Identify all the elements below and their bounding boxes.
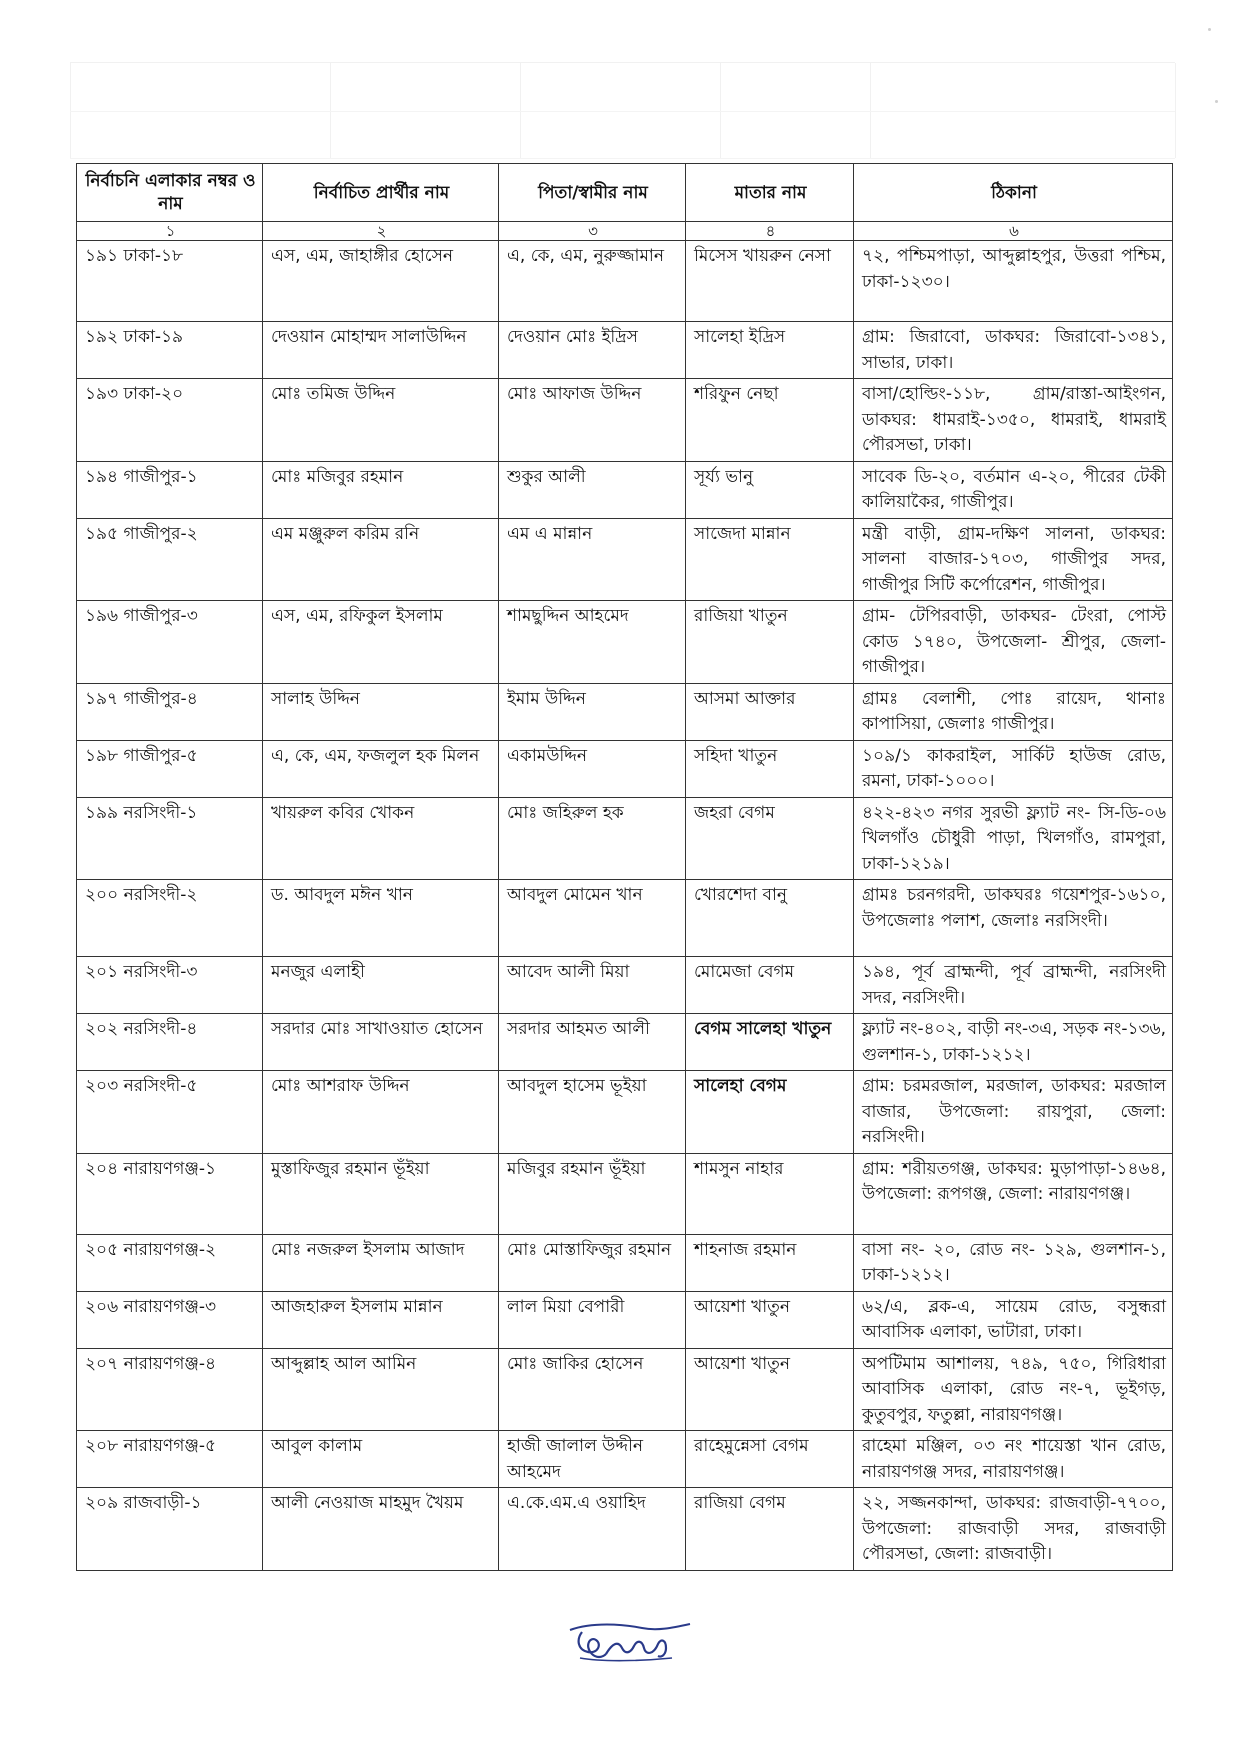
father-name-cell: দেওয়ান মোঃ ইদ্রিস <box>499 322 686 379</box>
column-number-row <box>77 222 1173 241</box>
mother-name-cell: রাজিয়া বেগম <box>686 1488 854 1571</box>
candidate-name-cell: ড. আবদুল মঈন খান <box>263 880 499 957</box>
column-number: ৪ <box>686 222 854 241</box>
constituency-cell: ২০২ নরসিংদী-৪ <box>77 1014 263 1071</box>
table-row <box>77 1431 1173 1488</box>
candidate-name-cell: মোঃ মজিবুর রহমান <box>263 461 499 518</box>
header-address: ঠিকানা <box>854 164 1173 222</box>
address-cell: মন্ত্রী বাড়ী, গ্রাম-দক্ষিণ সালনা, ডাকঘর: সালনা বাজার-১৭০৩, গাজীপুর সদর, গাজীপুর সিটি কর্পোরেশন, গাজীপুর। <box>854 518 1173 601</box>
candidate-table <box>76 163 1173 1571</box>
address-cell: গ্রাম: জিরাবো, ডাকঘর: জিরাবো-১৩৪১, সাভার, ঢাকা। <box>854 322 1173 379</box>
father-name-cell: হাজী জালাল উদ্দীন আহমেদ <box>499 1431 686 1488</box>
address-cell: ২২, সজ্জনকান্দা, ডাকঘর: রাজবাড়ী-৭৭০০, উপজেলা: রাজবাড়ী সদর, রাজবাড়ী পৌরসভা, জেলা: রাজবাড়ী। <box>854 1488 1173 1571</box>
candidate-name-cell: দেওয়ান মোহাম্মদ সালাউদ্দিন <box>263 322 499 379</box>
mother-name-cell: সূর্য্য ভানু <box>686 461 854 518</box>
candidate-name-cell: মনজুর এলাহী <box>263 957 499 1014</box>
column-number: ১ <box>77 222 263 241</box>
table-row <box>77 1488 1173 1571</box>
table-row <box>77 797 1173 880</box>
table-row <box>77 322 1173 379</box>
father-name-cell: এ.কে.এম.এ ওয়াহিদ <box>499 1488 686 1571</box>
table-row <box>77 241 1173 322</box>
father-name-cell: আবদুল মোমেন খান <box>499 880 686 957</box>
table-row <box>77 461 1173 518</box>
mother-name-cell: শামসুন নাহার <box>686 1153 854 1234</box>
mother-name-cell: সালেহা বেগম <box>686 1071 854 1154</box>
father-name-cell: মোঃ জহিরুল হক <box>499 797 686 880</box>
address-cell: ৭২, পশ্চিমপাড়া, আব্দুল্লাহপুর, উত্তরা পশ্চিম, ঢাকা-১২৩০। <box>854 241 1173 322</box>
father-name-cell: ইমাম উদ্দিন <box>499 683 686 740</box>
constituency-cell: ২০১ নরসিংদী-৩ <box>77 957 263 1014</box>
signature <box>562 1618 697 1663</box>
candidate-name-cell: আবুল কালাম <box>263 1431 499 1488</box>
address-cell: গ্রাম: চরমরজাল, মরজাল, ডাকঘর: মরজাল বাজার, উপজেলা: রায়পুরা, জেলা: নরসিংদী। <box>854 1071 1173 1154</box>
table-row <box>77 1234 1173 1291</box>
mother-name-cell: সালেহা ইদ্রিস <box>686 322 854 379</box>
father-name-cell: শুকুর আলী <box>499 461 686 518</box>
header-constituency: নির্বাচনি এলাকার নম্বর ও নাম <box>77 164 263 222</box>
show-through-table <box>70 62 1175 159</box>
constituency-cell: ২০৯ রাজবাড়ী-১ <box>77 1488 263 1571</box>
mother-name-cell: মোমেজা বেগম <box>686 957 854 1014</box>
constituency-cell: ২০৬ নারায়ণগঞ্জ-৩ <box>77 1291 263 1348</box>
constituency-cell: ১৯৬ গাজীপুর-৩ <box>77 601 263 684</box>
father-name-cell: সরদার আহমত আলী <box>499 1014 686 1071</box>
constituency-cell: ২০৪ নারায়ণগঞ্জ-১ <box>77 1153 263 1234</box>
candidate-name-cell: সালাহ উদ্দিন <box>263 683 499 740</box>
mother-name-cell: সহিদা খাতুন <box>686 740 854 797</box>
constituency-cell: ১৯৩ ঢাকা-২০ <box>77 379 263 462</box>
header-mother-name: মাতার নাম <box>686 164 854 222</box>
header-candidate-name: নির্বাচিত প্রার্থীর নাম <box>263 164 499 222</box>
table-row <box>77 1153 1173 1234</box>
address-cell: গ্রাম: শরীয়তগঞ্জ, ডাকঘর: মুড়াপাড়া-১৪৬৪, উপজেলা: রূপগঞ্জ, জেলা: নারায়ণগঞ্জ। <box>854 1153 1173 1234</box>
address-cell: রাহেমা মঞ্জিল, ০৩ নং শায়েস্তা খান রোড, নারায়ণগঞ্জ সদর, নারায়ণগঞ্জ। <box>854 1431 1173 1488</box>
address-cell: বাসা নং- ২০, রোড নং- ১২৯, গুলশান-১, ঢাকা-১২১২। <box>854 1234 1173 1291</box>
father-name-cell: মোঃ আফাজ উদ্দিন <box>499 379 686 462</box>
candidate-name-cell: সরদার মোঃ সাখাওয়াত হোসেন <box>263 1014 499 1071</box>
address-cell: গ্রামঃ বেলাশী, পোঃ রায়েদ, থানাঃ কাপাসিয়া, জেলাঃ গাজীপুর। <box>854 683 1173 740</box>
constituency-cell: ১৯১ ঢাকা-১৮ <box>77 241 263 322</box>
candidate-name-cell: মোঃ নজরুল ইসলাম আজাদ <box>263 1234 499 1291</box>
constituency-cell: ১৯২ ঢাকা-১৯ <box>77 322 263 379</box>
candidate-name-cell: আব্দুল্লাহ আল আমিন <box>263 1348 499 1431</box>
constituency-cell: ২০৫ নারায়ণগঞ্জ-২ <box>77 1234 263 1291</box>
address-cell: ১০৯/১ কাকরাইল, সার্কিট হাউজ রোড, রমনা, ঢাকা-১০০০। <box>854 740 1173 797</box>
mother-name-cell: সাজেদা মান্নান <box>686 518 854 601</box>
address-cell: গ্রাম- টেপিরবাড়ী, ডাকঘর- টেংরা, পোস্ট কোড ১৭৪০, উপজেলা- শ্রীপুর, জেলা-গাজীপুর। <box>854 601 1173 684</box>
address-cell: ৪২২-৪২৩ নগর সুরভী ফ্ল্যাট নং- সি-ডি-০৬ খিলগাঁও চৌধুরী পাড়া, খিলগাঁও, রামপুরা, ঢাকা-১২১৯। <box>854 797 1173 880</box>
father-name-cell: আবদুল হাসেম ভূইয়া <box>499 1071 686 1154</box>
table-row <box>77 740 1173 797</box>
table-row <box>77 601 1173 684</box>
candidate-name-cell: মোঃ তমিজ উদ্দিন <box>263 379 499 462</box>
mother-name-cell: আয়েশা খাতুন <box>686 1348 854 1431</box>
candidate-name-cell: খায়রুল কবির খোকন <box>263 797 499 880</box>
constituency-cell: ২০৮ নারায়ণগঞ্জ-৫ <box>77 1431 263 1488</box>
mother-name-cell: খোরশেদা বানু <box>686 880 854 957</box>
column-number: ৩ <box>499 222 686 241</box>
mother-name-cell: শাহনাজ রহমান <box>686 1234 854 1291</box>
father-name-cell: মজিবুর রহমান ভূঁইয়া <box>499 1153 686 1234</box>
speck <box>1208 28 1211 31</box>
father-name-cell: এ, কে, এম, নুরুজ্জামান <box>499 241 686 322</box>
father-name-cell: মোঃ মোস্তাফিজুর রহমান <box>499 1234 686 1291</box>
constituency-cell: ২০৭ নারায়ণগঞ্জ-৪ <box>77 1348 263 1431</box>
mother-name-cell: আসমা আক্তার <box>686 683 854 740</box>
address-cell: সাবেক ডি-২০, বর্তমান এ-২০, পীরের টেকী কালিয়াকৈর, গাজীপুর। <box>854 461 1173 518</box>
table-body <box>77 241 1173 1571</box>
table-row <box>77 379 1173 462</box>
constituency-cell: ১৯৯ নরসিংদী-১ <box>77 797 263 880</box>
constituency-cell: ১৯৫ গাজীপুর-২ <box>77 518 263 601</box>
candidate-name-cell: এস, এম, জাহাঙ্গীর হোসেন <box>263 241 499 322</box>
candidate-name-cell: এম মঞ্জুরুল করিম রনি <box>263 518 499 601</box>
father-name-cell: একামউদ্দিন <box>499 740 686 797</box>
table-row <box>77 1291 1173 1348</box>
table-row <box>77 683 1173 740</box>
candidate-name-cell: এ, কে, এম, ফজলুল হক মিলন <box>263 740 499 797</box>
table-row <box>77 880 1173 957</box>
mother-name-cell: শরিফুন নেছা <box>686 379 854 462</box>
father-name-cell: লাল মিয়া বেপারী <box>499 1291 686 1348</box>
candidate-name-cell: মোঃ আশরাফ উদ্দিন <box>263 1071 499 1154</box>
table-row <box>77 1071 1173 1154</box>
mother-name-cell: রাজিয়া খাতুন <box>686 601 854 684</box>
address-cell: অপটিমাম আশালয়, ৭৪৯, ৭৫০, গিরিধারা আবাসিক এলাকা, রোড নং-৭, ভূইগড়, কুতুবপুর, ফতুল্লা, নারায়ণগঞ্জ। <box>854 1348 1173 1431</box>
table-header-row <box>77 164 1173 222</box>
speck <box>1215 100 1218 103</box>
table-row <box>77 1348 1173 1431</box>
constituency-cell: ১৯৪ গাজীপুর-১ <box>77 461 263 518</box>
table-row <box>77 518 1173 601</box>
constituency-cell: ১৯৭ গাজীপুর-৪ <box>77 683 263 740</box>
column-number: ২ <box>263 222 499 241</box>
address-cell: বাসা/হোল্ডিং-১১৮, গ্রাম/রাস্তা-আইংগন, ডাকঘর: ধামরাই-১৩৫০, ধামরাই, ধামরাই পৌরসভা, ঢাকা। <box>854 379 1173 462</box>
table-row <box>77 957 1173 1014</box>
candidate-name-cell: এস, এম, রফিকুল ইসলাম <box>263 601 499 684</box>
address-cell: ফ্ল্যাট নং-৪০২, বাড়ী নং-৩এ, সড়ক নং-১৩৬, গুলশান-১, ঢাকা-১২১২। <box>854 1014 1173 1071</box>
constituency-cell: ২০০ নরসিংদী-২ <box>77 880 263 957</box>
candidate-name-cell: মুস্তাফিজুর রহমান ভূঁইয়া <box>263 1153 499 1234</box>
mother-name-cell: বেগম সালেহা খাতুন <box>686 1014 854 1071</box>
father-name-cell: এম এ মান্নান <box>499 518 686 601</box>
mother-name-cell: জহরা বেগম <box>686 797 854 880</box>
column-number: ৬ <box>854 222 1173 241</box>
address-cell: ১৯৪, পূর্ব ব্রাহ্মন্দী, পূর্ব ব্রাহ্মন্দী, নরসিংদী সদর, নরসিংদী। <box>854 957 1173 1014</box>
father-name-cell: মোঃ জাকির হোসেন <box>499 1348 686 1431</box>
constituency-cell: ১৯৮ গাজীপুর-৫ <box>77 740 263 797</box>
mother-name-cell: আয়েশা খাতুন <box>686 1291 854 1348</box>
mother-name-cell: রাহেমুন্নেসা বেগম <box>686 1431 854 1488</box>
candidate-name-cell: আজহারুল ইসলাম মান্নান <box>263 1291 499 1348</box>
candidate-name-cell: আলী নেওয়াজ মাহমুদ খৈয়ম <box>263 1488 499 1571</box>
address-cell: ৬২/এ, ব্লক-এ, সায়েম রোড, বসুন্ধরা আবাসিক এলাকা, ভাটারা, ঢাকা। <box>854 1291 1173 1348</box>
father-name-cell: আবেদ আলী মিয়া <box>499 957 686 1014</box>
header-father-husband-name: পিতা/স্বামীর নাম <box>499 164 686 222</box>
address-cell: গ্রামঃ চরনগরদী, ডাকঘরঃ গয়েশপুর-১৬১০, উপজেলাঃ পলাশ, জেলাঃ নরসিংদী। <box>854 880 1173 957</box>
mother-name-cell: মিসেস খায়রুন নেসা <box>686 241 854 322</box>
constituency-cell: ২০৩ নরসিংদী-৫ <box>77 1071 263 1154</box>
father-name-cell: শামছুদ্দিন আহমেদ <box>499 601 686 684</box>
table-row <box>77 1014 1173 1071</box>
